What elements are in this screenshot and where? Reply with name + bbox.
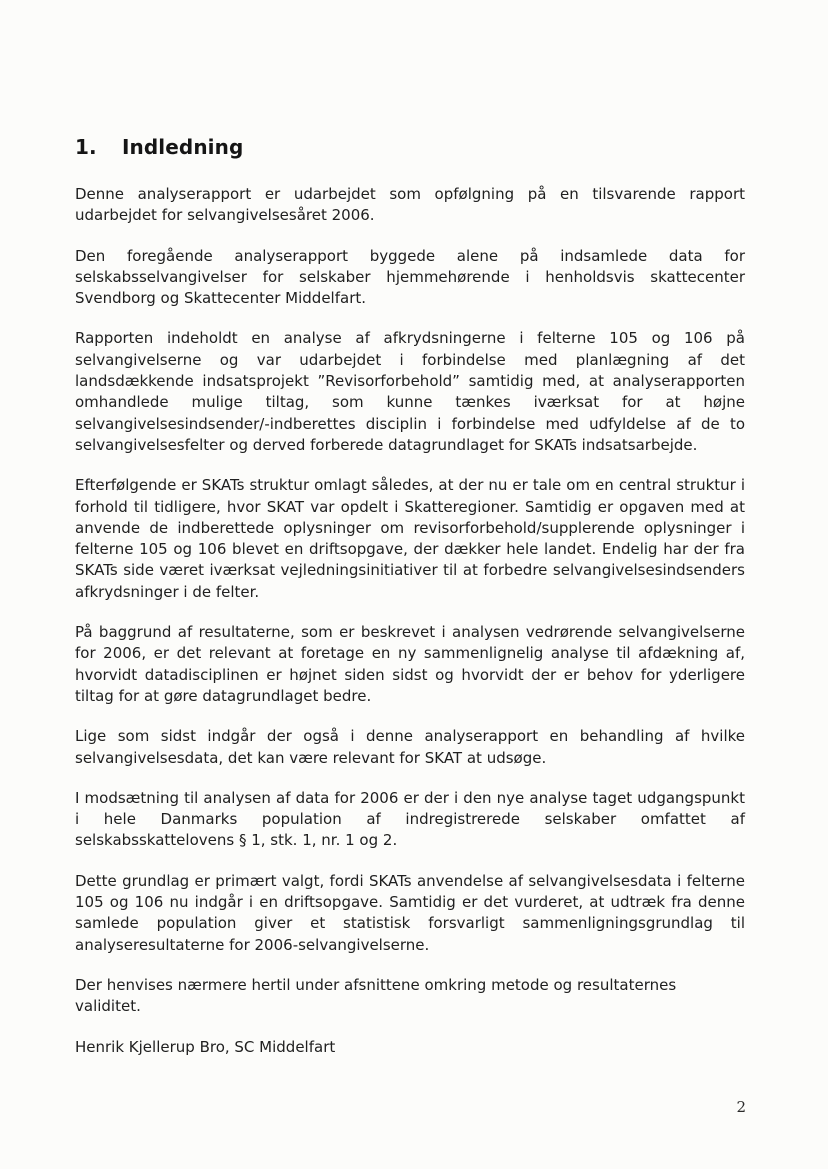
paragraph-1: Denne analyserapport er udarbejdet som opfølgning på en tilsvarende rapport udarbejdet for selvangivelsesåret 2006. xyxy=(75,185,745,225)
section-number: 1. xyxy=(75,135,97,159)
paragraph-9: Der henvises nærmere hertil under afsnittene omkring metode og resultaternes validitet. xyxy=(75,975,677,1016)
paragraph-4: Efterfølgende er SKATs struktur omlagt således, at der nu er tale om en central struktur i forhold til tidligere, hvor SKAT var opdelt i Skatteregioner. Samtidig er opgaven med at anvende de indberettede oplysninger om revisorforbehold/supplerende oplysninger i felterne 105 og 106 blevet en driftsopgave, der dækker hele landet. Endelig har der fra SKATs side været iværksat vejledningsinitiativer til at forbedre selvangivelsesindsenders afkrydsninger i de felter. xyxy=(75,476,745,601)
page-number: 2 xyxy=(736,1098,746,1116)
paragraph-5: På baggrund af resultaterne, som er beskrevet i analysen vedrørende selvangivelserne for 2006, er det relevant at foretage en ny sammenlignelig analyse til afdækning af, hvorvidt datadisciplinen er højnet siden sidst og hvorvidt der er behov for yderligere tiltag for at gøre datagrundlaget bedre. xyxy=(75,623,745,705)
body-text xyxy=(75,184,745,1077)
paragraph-3: Rapporten indeholdt en analyse af afkrydsningerne i felterne 105 og 106 på selvangivelserne og var udarbejdet i forbindelse med planlægning af det landsdækkende indsatsprojekt ”Revisorforbehold” samtidig med, at analyserapporten omhandlede mulige tiltag, som kunne tænkes iværksat for at højne selvangivelsesindsender/-indberettes disciplin i forbindelse med udfyldelse af de to selvangivelsesfelter og derved forberede datagrundlaget for SKATs indsatsarbejde. xyxy=(75,329,745,454)
paragraph-2: Den foregående analyserapport byggede alene på indsamlede data for selskabsselvangivelser for selskaber hjemmehørende i henholdsvis skattecenter Svendborg og Skattecenter Middelfart. xyxy=(75,246,745,308)
author-signature: Henrik Kjellerup Bro, SC Middelfart xyxy=(75,1037,336,1056)
section-heading xyxy=(75,135,243,159)
paragraph-6: Lige som sidst indgår der også i denne analyserapport en behandling af hvilke selvangivelsesdata, det kan være relevant for SKAT at udsøge. xyxy=(75,727,745,767)
section-title: Indledning xyxy=(122,135,244,159)
paragraph-7: I modsætning til analysen af data for 2006 er der i den nye analyse taget udgangspunkt i hele Danmarks population af indregistrerede selskaber omfattet af selskabsskattelovens § 1, stk. 1, nr. 1 og 2. xyxy=(75,788,745,850)
paragraph-8: Dette grundlag er primært valgt, fordi SKATs anvendelse af selvangivelsesdata i felterne 105 og 106 nu indgår i en driftsopgave. Samtidig er det vurderet, at udtræk fra denne samlede population giver et statistisk forsvarligt sammenligningsgrundlag til analyseresultaterne for 2006-selvangivelserne. xyxy=(75,871,745,954)
